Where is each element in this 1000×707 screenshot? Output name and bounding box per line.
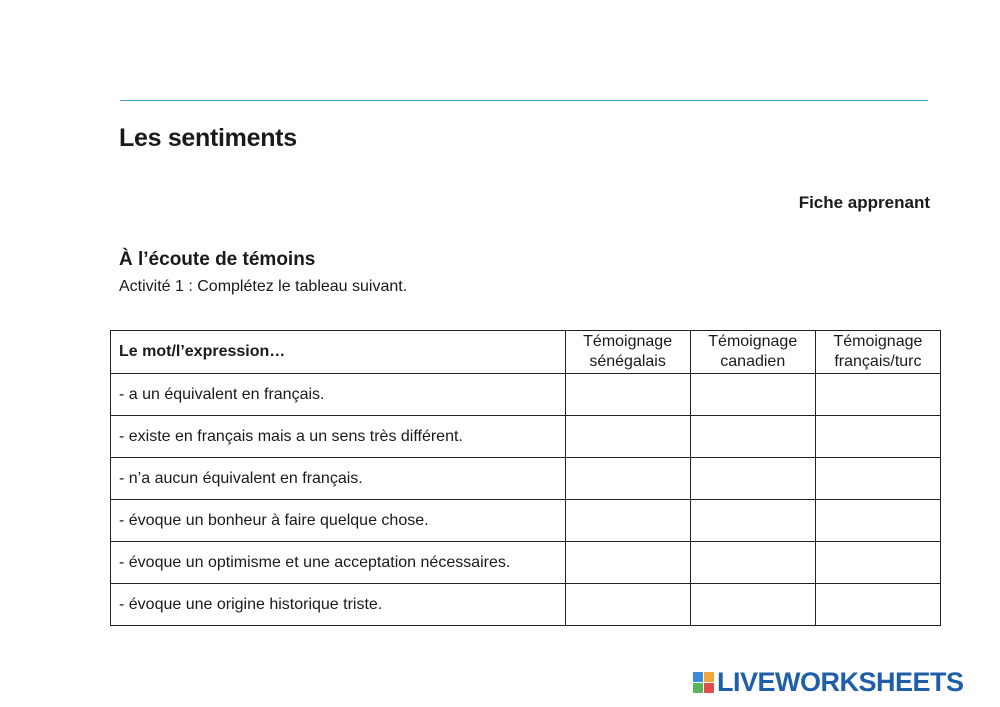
worksheet-table [110, 330, 941, 626]
row-statement: - a un équivalent en français. [111, 374, 566, 416]
header-line-1: Témoignage [833, 333, 923, 350]
answer-cell-senegalais[interactable] [565, 458, 690, 500]
table-row [111, 458, 941, 500]
table-row [111, 542, 941, 584]
header-line-1: Témoignage [708, 333, 798, 350]
column-header-francais-turc [815, 331, 940, 374]
logo-square-orange [704, 672, 714, 682]
row-statement: - évoque une origine historique triste. [111, 584, 566, 626]
answer-cell-francais-turc[interactable] [815, 458, 940, 500]
table-header-row [111, 331, 941, 374]
answer-cell-francais-turc[interactable] [815, 416, 940, 458]
row-statement: - évoque un optimisme et une acceptation nécessaires. [111, 542, 566, 584]
activity-instruction: Activité 1 : Complétez le tableau suivant. [119, 278, 408, 295]
answer-cell-senegalais[interactable] [565, 542, 690, 584]
logo-square-green [693, 683, 703, 693]
answer-cell-canadien[interactable] [690, 458, 815, 500]
logo-square-red [704, 683, 714, 693]
answer-cell-francais-turc[interactable] [815, 542, 940, 584]
liveworksheets-logo[interactable] [693, 667, 964, 697]
answer-cell-francais-turc[interactable] [815, 584, 940, 626]
table-row [111, 416, 941, 458]
liveworksheets-wordmark: LIVEWORKSHEETS [717, 667, 964, 697]
header-line-1: Témoignage [583, 333, 673, 350]
header-text: Le mot/l’expression… [119, 343, 286, 360]
page-title: Les sentiments [119, 124, 297, 152]
column-header-canadien [690, 331, 815, 374]
section-title: À l’écoute de témoins [119, 249, 316, 270]
answer-cell-canadien[interactable] [690, 584, 815, 626]
answer-cell-canadien[interactable] [690, 500, 815, 542]
logo-square-blue [693, 672, 703, 682]
liveworksheets-logo-icon [693, 672, 714, 693]
table-row [111, 374, 941, 416]
answer-cell-francais-turc[interactable] [815, 374, 940, 416]
header-rule [120, 100, 928, 101]
row-statement: - n’a aucun équivalent en français. [111, 458, 566, 500]
document-type-label: Fiche apprenant [798, 193, 930, 212]
answer-cell-canadien[interactable] [690, 542, 815, 584]
header-line-2: sénégalais [589, 353, 666, 370]
column-header-expression [111, 331, 566, 374]
column-header-senegalais [565, 331, 690, 374]
answer-cell-senegalais[interactable] [565, 584, 690, 626]
header-line-2: canadien [720, 353, 786, 370]
answer-cell-canadien[interactable] [690, 374, 815, 416]
answer-cell-senegalais[interactable] [565, 416, 690, 458]
table-row [111, 500, 941, 542]
answer-cell-francais-turc[interactable] [815, 500, 940, 542]
answer-cell-canadien[interactable] [690, 416, 815, 458]
row-statement: - évoque un bonheur à faire quelque chose. [111, 500, 566, 542]
answer-cell-senegalais[interactable] [565, 374, 690, 416]
row-statement: - existe en français mais a un sens très différent. [111, 416, 566, 458]
table-row [111, 584, 941, 626]
answer-cell-senegalais[interactable] [565, 500, 690, 542]
header-line-2: français/turc [834, 353, 922, 370]
